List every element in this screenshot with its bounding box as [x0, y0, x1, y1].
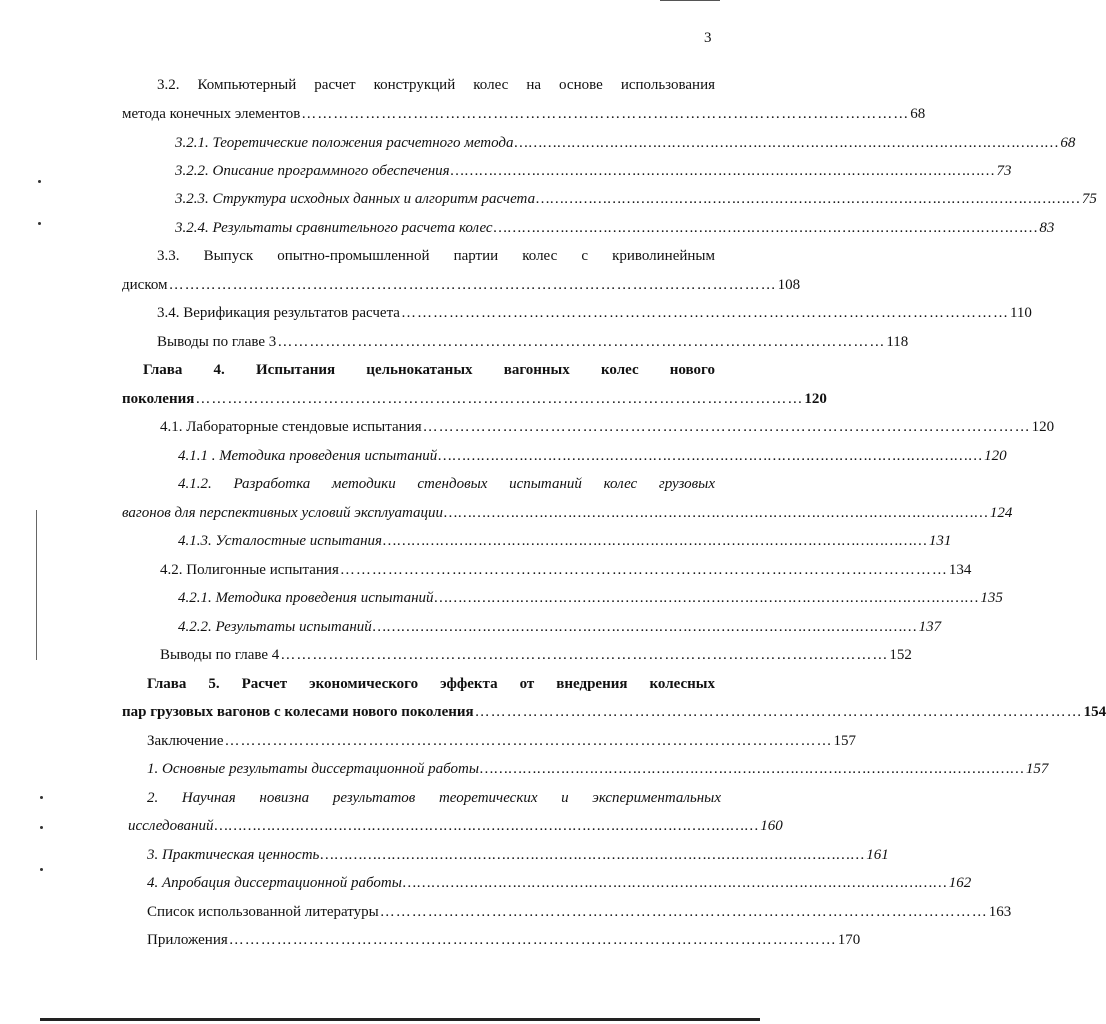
- toc-leader-dots: ……………………………………………………………………………………………………: [474, 704, 1083, 720]
- toc-leader-dots: ……………………………………………………………………………………………………: [320, 847, 866, 863]
- toc-leader-dots: ……………………………………………………………………………………………………: [444, 505, 989, 521]
- toc-entry-approbation: [147, 873, 972, 893]
- toc-entry-4-1: [160, 417, 1055, 437]
- toc-entry-3-2-4: [175, 218, 1055, 238]
- toc-entry-page: 68: [1060, 135, 1076, 151]
- toc-entry-page: 110: [1009, 305, 1032, 321]
- toc-entry-4-1-3: [178, 531, 952, 551]
- toc-chapter-5: [122, 702, 1106, 722]
- toc-entry-page: 108: [777, 277, 801, 293]
- toc-entry-page: 120: [984, 448, 1007, 464]
- page-number: 3: [704, 30, 712, 46]
- toc-entry-text: диском: [122, 277, 168, 293]
- toc-chapter-4-line1: Глава 4. Испытания цельнокатаных вагонных колес нового: [143, 362, 715, 378]
- toc-entry-page: 68: [910, 106, 926, 122]
- toc-entry-text: Выводы по главе 4: [160, 647, 280, 663]
- toc-entry-text: 3.2.3. Структура исходных данных и алгоритм расчета: [175, 191, 536, 207]
- toc-entry-4-1-1: [178, 446, 1007, 466]
- toc-entry-3-2-1: [175, 133, 1076, 153]
- toc-entry-page: 163: [988, 904, 1012, 920]
- toc-entry-page: 83: [1039, 220, 1055, 236]
- toc-leader-dots: ……………………………………………………………………………………………………: [372, 619, 918, 635]
- toc-entry-3-2-line1: 3.2. Компьютерный расчет конструкций колес на основе использования: [157, 77, 715, 93]
- toc-entry-text: поколения: [122, 391, 195, 407]
- toc-entry-text: 3.4. Верификация результатов расчета: [157, 305, 400, 321]
- toc-entry-text: 4.2.1. Методика проведения испытаний: [178, 590, 434, 606]
- toc-entry-page: 161: [866, 847, 889, 863]
- toc-entry-3-2-2: [175, 161, 1012, 181]
- scan-artifact-dot: [40, 826, 43, 829]
- toc-leader-dots: ……………………………………………………………………………………………………: [422, 419, 1031, 435]
- toc-entry-page: 118: [886, 334, 909, 350]
- toc-entry-main-results: [147, 759, 1049, 779]
- toc-entry-text: Заключение: [147, 733, 224, 749]
- toc-leader-dots: ……………………………………………………………………………………………………: [383, 533, 928, 549]
- toc-leader-dots: ……………………………………………………………………………………………………: [168, 277, 777, 293]
- toc-entry-text: 4. Апробация диссертационной работы: [147, 875, 402, 891]
- toc-chapter-4: [122, 389, 827, 409]
- toc-entry-3-2: [122, 104, 926, 124]
- toc-leader-dots: ……………………………………………………………………………………………………: [195, 391, 804, 407]
- scan-artifact-dot: [40, 868, 43, 871]
- toc-entry-3-3: [122, 275, 801, 295]
- toc-entry-novelty: [128, 816, 783, 836]
- toc-entry-novelty-line1: 2. Научная новизна результатов теоретических и экспериментальных: [147, 790, 721, 806]
- toc-entry-page: 135: [980, 590, 1003, 606]
- toc-entry-4-2-1: [178, 588, 1003, 608]
- scan-artifact-line: [36, 510, 37, 660]
- toc-entry-4-1-2: [122, 503, 1013, 523]
- toc-entry-page: 137: [918, 619, 942, 635]
- toc-entry-text: 1. Основные результаты диссертационной работы: [147, 761, 479, 777]
- toc-entry-page: 120: [1031, 419, 1055, 435]
- toc-entry-text: Приложения: [147, 932, 228, 948]
- scan-artifact-dot: [38, 222, 41, 225]
- toc-entry-references: [147, 902, 1012, 922]
- toc-leader-dots: ……………………………………………………………………………………………………: [224, 733, 833, 749]
- toc-entry-page: 157: [1025, 761, 1049, 777]
- toc-entry-text: 3. Практическая ценность: [147, 847, 320, 863]
- toc-entry-4-1-2-line1: 4.1.2. Разработка методики стендовых испытаний колес грузовых: [178, 476, 715, 492]
- toc-leader-dots: ……………………………………………………………………………………………………: [228, 932, 837, 948]
- toc-entry-page: 124: [989, 505, 1013, 521]
- toc-leader-dots: ……………………………………………………………………………………………………: [214, 818, 760, 834]
- toc-leader-dots: ……………………………………………………………………………………………………: [402, 875, 948, 891]
- toc-entry-text: 4.1.3. Усталостные испытания: [178, 533, 383, 549]
- toc-leader-dots: ……………………………………………………………………………………………………: [438, 448, 984, 464]
- toc-entry-appendices: [147, 930, 861, 950]
- toc-entry-page: 134: [948, 562, 972, 578]
- toc-entry-page: 73: [996, 163, 1012, 179]
- toc-leader-dots: ……………………………………………………………………………………………………: [536, 191, 1081, 207]
- toc-entry-text: 4.1. Лабораторные стендовые испытания: [160, 419, 422, 435]
- toc-entry-3-4: [157, 303, 1032, 323]
- toc-entry-4-2: [160, 560, 972, 580]
- toc-entry-4-2-2: [178, 617, 942, 637]
- toc-leader-dots: ……………………………………………………………………………………………………: [480, 761, 1025, 777]
- toc-leader-dots: ……………………………………………………………………………………………………: [400, 305, 1009, 321]
- toc-leader-dots: ……………………………………………………………………………………………………: [379, 904, 988, 920]
- toc-leader-dots: ……………………………………………………………………………………………………: [434, 590, 980, 606]
- toc-leader-dots: ……………………………………………………………………………………………………: [514, 135, 1060, 151]
- toc-entry-text: пар грузовых вагонов с колесами нового поколения: [122, 704, 474, 720]
- toc-entry-text: исследований: [128, 818, 214, 834]
- toc-entry-conclusion: [147, 731, 856, 751]
- scan-artifact-bottom: [40, 1018, 760, 1021]
- toc-entry-page: 131: [928, 533, 952, 549]
- scan-artifact-dot: [40, 796, 43, 799]
- toc-leader-dots: ……………………………………………………………………………………………………: [339, 562, 948, 578]
- toc-entry-text: 4.2.2. Результаты испытаний: [178, 619, 372, 635]
- toc-entry-text: метода конечных элементов: [122, 106, 301, 122]
- toc-leader-dots: ……………………………………………………………………………………………………: [280, 647, 889, 663]
- toc-leader-dots: ……………………………………………………………………………………………………: [450, 163, 996, 179]
- toc-entry-page: 157: [833, 733, 856, 749]
- toc-entry-text: Список использованной литературы: [147, 904, 379, 920]
- toc-entry-text: 4.1.1 . Методика проведения испытаний: [178, 448, 438, 464]
- toc-entry-page: 160: [760, 818, 783, 834]
- toc-entry-text: Выводы по главе 3: [157, 334, 277, 350]
- toc-leader-dots: ……………………………………………………………………………………………………: [301, 106, 910, 122]
- scan-artifact-dot: [38, 180, 41, 183]
- toc-entry-page: 75: [1081, 191, 1097, 207]
- toc-entry-page: 120: [804, 391, 827, 407]
- toc-entry-page: 152: [889, 647, 912, 663]
- toc-entry-3-2-3: [175, 189, 1097, 209]
- toc-entry-text: 3.2.4. Результаты сравнительного расчета колес: [175, 220, 493, 236]
- toc-leader-dots: ……………………………………………………………………………………………………: [277, 334, 886, 350]
- toc-entry-page: 154: [1083, 704, 1106, 720]
- scan-artifact-top: [660, 0, 720, 5]
- toc-entry-conclusions-4: [160, 645, 912, 665]
- toc-entry-text: 3.2.2. Описание программного обеспечения: [175, 163, 450, 179]
- toc-entry-page: 162: [948, 875, 972, 891]
- toc-entry-page: 170: [837, 932, 861, 948]
- toc-leader-dots: ……………………………………………………………………………………………………: [493, 220, 1039, 236]
- toc-chapter-5-line1: Глава 5. Расчет экономического эффекта от внедрения колесных: [147, 676, 715, 692]
- toc-entry-practical-value: [147, 845, 889, 865]
- toc-entry-text: вагонов для перспективных условий эксплуатации: [122, 505, 443, 521]
- toc-entry-text: 3.2.1. Теоретические положения расчетного метода: [175, 135, 514, 151]
- toc-entry-conclusions-3: [157, 332, 909, 352]
- toc-entry-3-3-line1: 3.3. Выпуск опытно-промышленной партии колес с криволинейным: [157, 248, 715, 264]
- toc-entry-text: 4.2. Полигонные испытания: [160, 562, 339, 578]
